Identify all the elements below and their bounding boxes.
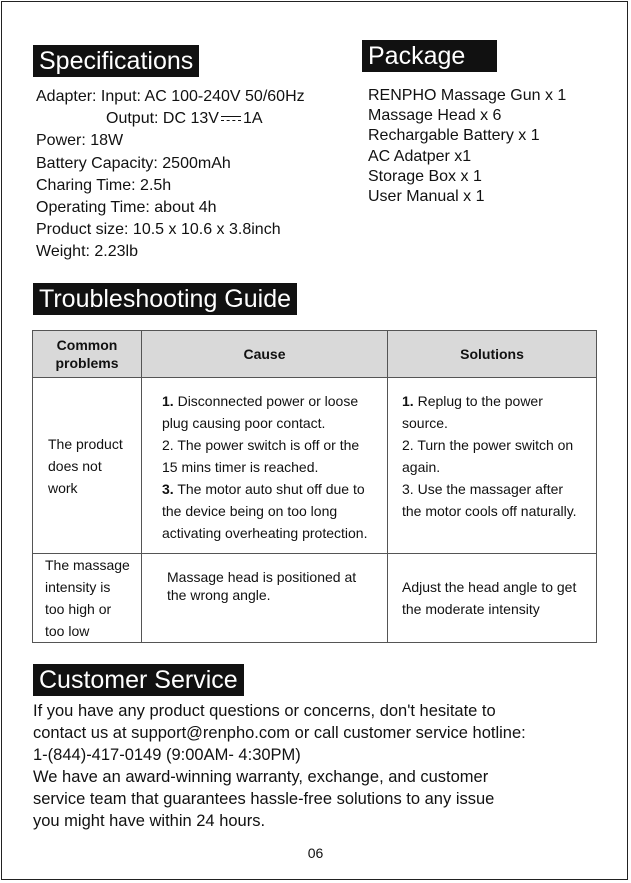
spec-item: Power: 18W xyxy=(36,132,124,150)
cause-number: 2. xyxy=(162,437,174,453)
page-number: 06 xyxy=(307,845,324,861)
problem-cell: The massage intensity is too high or too low xyxy=(33,554,142,643)
column-header-problems: Common problems xyxy=(33,331,142,378)
solution-text: Turn the power switch on again. xyxy=(402,437,574,475)
solution-item xyxy=(402,390,586,434)
customer-service-line: service team that guarantees hassle-free solutions to any issue xyxy=(33,790,495,808)
column-header-solutions: Solutions xyxy=(388,331,597,378)
cause-text: Disconnected power or loose plug causing poor contact. xyxy=(162,393,359,431)
spec-item: Weight: 2.23lb xyxy=(36,243,138,261)
package-list xyxy=(368,86,566,207)
spec-output-label: Output: DC 13V xyxy=(106,110,219,128)
spec-item: Product size: 10.5 x 10.6 x 3.8inch xyxy=(36,221,281,239)
specifications-heading: Specifications xyxy=(33,45,199,77)
customer-service-text xyxy=(33,700,613,832)
cause-text: The power switch is off or the 15 mins timer is reached. xyxy=(162,437,360,475)
package-item: Rechargable Battery x 1 xyxy=(368,127,540,145)
package-item: Storage Box x 1 xyxy=(368,167,482,185)
customer-service-line: you might have within 24 hours. xyxy=(33,812,266,830)
customer-service-line: 1-(844)-417-0149 (9:00AM- 4:30PM) xyxy=(33,746,301,764)
cause-text: The motor auto shut off due to the device being on too long activating overheating protection. xyxy=(162,481,368,541)
spec-item: Adapter: Input: AC 100-240V 50/60Hz xyxy=(36,88,305,105)
solution-cell xyxy=(388,378,597,554)
customer-service-line: We have an award-winning warranty, exchange, and customer xyxy=(33,768,489,786)
package-item: RENPHO Massage Gun x 1 xyxy=(368,87,567,104)
cause-number: 3. xyxy=(162,481,174,497)
column-header-cause: Cause xyxy=(142,331,388,378)
customer-service-line: contact us at support@renpho.com or call customer service hotline: xyxy=(33,724,526,742)
solution-text: Replug to the power source. xyxy=(402,393,543,431)
troubleshooting-table xyxy=(32,330,597,643)
table-row xyxy=(33,378,597,554)
cause-cell xyxy=(142,378,388,554)
specifications-list xyxy=(36,86,305,264)
solution-number: 1. xyxy=(402,393,414,409)
solution-number: 3. xyxy=(402,481,414,497)
solution-cell: Adjust the head angle to get the moderate intensity xyxy=(388,554,597,643)
cause-number: 1. xyxy=(162,393,174,409)
table-row xyxy=(33,554,597,643)
package-item: AC Adatper x1 xyxy=(368,147,472,165)
customer-service-heading: Customer Service xyxy=(33,664,244,696)
table-header-row xyxy=(33,331,597,378)
spec-output-value: 1A xyxy=(242,110,263,128)
troubleshooting-heading: Troubleshooting Guide xyxy=(33,283,297,315)
cause-item xyxy=(162,390,377,434)
cause-cell: Massage head is positioned at the wrong angle. xyxy=(142,554,388,643)
cause-item xyxy=(162,478,377,544)
problem-cell: The product does not work xyxy=(33,378,142,554)
package-item: Massage Head x 6 xyxy=(368,107,502,125)
solution-number: 2. xyxy=(402,437,414,453)
package-heading: Package xyxy=(362,40,497,72)
solution-item xyxy=(402,478,586,522)
spec-item: Battery Capacity: 2500mAh xyxy=(36,154,231,172)
solution-text: Use the massager after the motor cools off naturally. xyxy=(402,481,577,519)
cause-item xyxy=(162,434,377,478)
dc-symbol-icon xyxy=(221,115,241,123)
spec-item: Charing Time: 2.5h xyxy=(36,176,172,194)
spec-item: Operating Time: about 4h xyxy=(36,199,217,217)
customer-service-line: If you have any product questions or concerns, don't hesitate to xyxy=(33,702,496,720)
solution-item xyxy=(402,434,586,478)
spec-output-line xyxy=(36,108,305,130)
package-item: User Manual x 1 xyxy=(368,188,485,206)
